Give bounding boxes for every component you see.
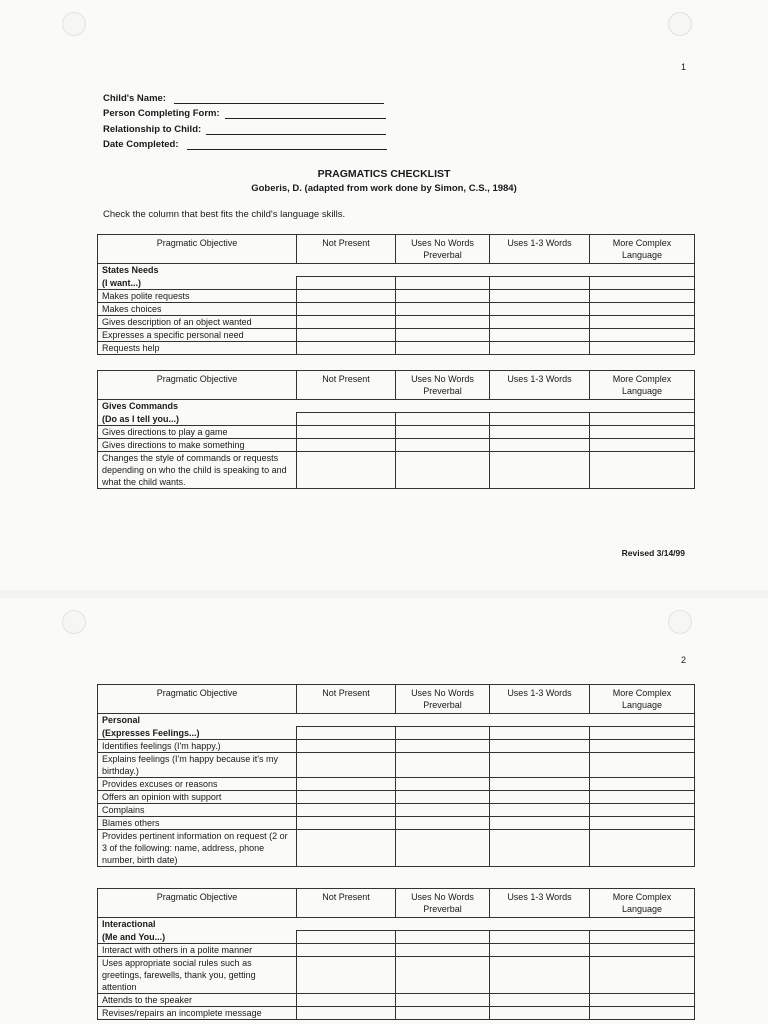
table-row xyxy=(98,752,695,777)
check-cell[interactable] xyxy=(396,315,490,328)
check-cell[interactable] xyxy=(396,931,490,944)
check-cell[interactable] xyxy=(590,1006,695,1019)
check-cell[interactable] xyxy=(490,289,590,302)
punch-hole-right xyxy=(668,12,692,36)
check-cell[interactable] xyxy=(396,289,490,302)
table-row xyxy=(98,315,695,328)
check-cell[interactable] xyxy=(396,413,490,426)
check-cell[interactable] xyxy=(297,993,396,1006)
check-cell[interactable] xyxy=(590,956,695,993)
check-cell[interactable] xyxy=(590,803,695,816)
check-cell[interactable] xyxy=(590,752,695,777)
check-cell[interactable] xyxy=(396,943,490,956)
objective-text: Provides pertinent information on request (2 or 3 of the following: name, address, phone number, birth date) xyxy=(98,829,297,866)
field-label: Child's Name: xyxy=(103,93,166,104)
check-cell[interactable] xyxy=(590,302,695,315)
check-cell[interactable] xyxy=(590,413,695,426)
col-header-no-words: Uses No Words Preverbal xyxy=(396,371,490,400)
childs-name-field[interactable] xyxy=(103,93,393,107)
table-row xyxy=(98,829,695,866)
blank-line xyxy=(187,149,387,150)
col-header-objective: Pragmatic Objective xyxy=(98,889,297,918)
section-heading: Personal xyxy=(98,714,695,727)
check-cell[interactable] xyxy=(297,829,396,866)
check-cell[interactable] xyxy=(590,438,695,451)
check-cell[interactable] xyxy=(590,289,695,302)
check-cell[interactable] xyxy=(396,302,490,315)
check-cell[interactable] xyxy=(396,328,490,341)
check-cell[interactable] xyxy=(297,943,396,956)
form-subtitle: Goberis, D. (adapted from work done by Simon, C.S., 1984) xyxy=(251,183,517,194)
section-sub-row xyxy=(98,277,695,290)
section-subheading: (Expresses Feelings...) xyxy=(98,727,297,740)
objective-text: Interact with others in a polite manner xyxy=(98,943,297,956)
check-cell[interactable] xyxy=(297,328,396,341)
check-cell[interactable] xyxy=(490,816,590,829)
punch-hole-left xyxy=(62,12,86,36)
section-subheading: (Me and You...) xyxy=(98,931,297,944)
check-cell[interactable] xyxy=(590,829,695,866)
objective-text: Revises/repairs an incomplete message xyxy=(98,1006,297,1019)
page-number: 1 xyxy=(680,62,686,72)
objective-text: Gives directions to play a game xyxy=(98,425,297,438)
table-row xyxy=(98,341,695,354)
check-cell[interactable] xyxy=(590,727,695,740)
col-header-1-3-words: Uses 1-3 Words xyxy=(490,889,590,918)
check-cell[interactable] xyxy=(590,739,695,752)
objective-text: Requests help xyxy=(98,341,297,354)
table-row xyxy=(98,289,695,302)
table-row xyxy=(98,438,695,451)
check-cell[interactable] xyxy=(490,413,590,426)
objective-text: Uses appropriate social rules such as greetings, farewells, thank you, getting attention xyxy=(98,956,297,993)
section-heading-row xyxy=(98,400,695,413)
col-header-no-words: Uses No Words Preverbal xyxy=(396,889,490,918)
table-row xyxy=(98,956,695,993)
table-row xyxy=(98,451,695,488)
table-row xyxy=(98,328,695,341)
objective-text: Changes the style of commands or requests depending on who the child is speaking to and what the child wants. xyxy=(98,451,297,488)
section-subheading: (Do as I tell you...) xyxy=(98,413,297,426)
col-header-not-present: Not Present xyxy=(297,889,396,918)
col-header-1-3-words: Uses 1-3 Words xyxy=(490,685,590,714)
check-cell[interactable] xyxy=(297,451,396,488)
table-row xyxy=(98,993,695,1006)
form-title: PRAGMATICS CHECKLIST xyxy=(317,168,451,180)
section-heading: Interactional xyxy=(98,918,695,931)
section-subheading: (I want...) xyxy=(98,277,297,290)
form-page-2 xyxy=(0,598,768,1024)
table-row xyxy=(98,790,695,803)
blank-line xyxy=(225,118,386,119)
checklist-table-gives-commands xyxy=(97,370,695,489)
check-cell[interactable] xyxy=(297,777,396,790)
check-cell[interactable] xyxy=(590,777,695,790)
field-label: Date Completed: xyxy=(103,139,179,150)
col-header-objective: Pragmatic Objective xyxy=(98,235,297,264)
check-cell[interactable] xyxy=(396,425,490,438)
table-row xyxy=(98,803,695,816)
col-header-objective: Pragmatic Objective xyxy=(98,685,297,714)
blank-line xyxy=(174,103,384,104)
check-cell[interactable] xyxy=(297,803,396,816)
check-cell[interactable] xyxy=(490,277,590,290)
check-cell[interactable] xyxy=(590,943,695,956)
check-cell[interactable] xyxy=(297,931,396,944)
check-cell[interactable] xyxy=(490,328,590,341)
col-header-complex: More Complex Language xyxy=(590,371,695,400)
section-heading-row xyxy=(98,264,695,277)
objective-text: Gives directions to make something xyxy=(98,438,297,451)
relationship-field[interactable] xyxy=(103,124,393,138)
header-row xyxy=(98,889,695,918)
check-cell[interactable] xyxy=(396,790,490,803)
field-label: Relationship to Child: xyxy=(103,124,202,135)
check-cell[interactable] xyxy=(297,816,396,829)
check-cell[interactable] xyxy=(490,302,590,315)
check-cell[interactable] xyxy=(396,727,490,740)
check-cell[interactable] xyxy=(396,1006,490,1019)
col-header-complex: More Complex Language xyxy=(590,685,695,714)
instructions: Check the column that best fits the child's language skills. xyxy=(103,209,346,220)
objective-text: Makes polite requests xyxy=(98,289,297,302)
check-cell[interactable] xyxy=(590,451,695,488)
col-header-objective: Pragmatic Objective xyxy=(98,371,297,400)
check-cell[interactable] xyxy=(396,438,490,451)
table-row xyxy=(98,1006,695,1019)
header-row xyxy=(98,235,695,264)
check-cell[interactable] xyxy=(590,790,695,803)
check-cell[interactable] xyxy=(297,790,396,803)
check-cell[interactable] xyxy=(396,816,490,829)
check-cell[interactable] xyxy=(297,956,396,993)
section-sub-row xyxy=(98,727,695,740)
check-cell[interactable] xyxy=(396,829,490,866)
check-cell[interactable] xyxy=(396,277,490,290)
check-cell[interactable] xyxy=(490,739,590,752)
check-cell[interactable] xyxy=(396,451,490,488)
table-row xyxy=(98,777,695,790)
section-heading-row xyxy=(98,918,695,931)
check-cell[interactable] xyxy=(297,277,396,290)
checklist-table-personal xyxy=(97,684,695,867)
check-cell[interactable] xyxy=(297,727,396,740)
page-number: 2 xyxy=(680,655,686,665)
check-cell[interactable] xyxy=(490,777,590,790)
check-cell[interactable] xyxy=(297,752,396,777)
check-cell[interactable] xyxy=(490,803,590,816)
objective-text: Provides excuses or reasons xyxy=(98,777,297,790)
objective-text: Gives description of an object wanted xyxy=(98,315,297,328)
table-row xyxy=(98,943,695,956)
check-cell[interactable] xyxy=(590,341,695,354)
check-cell[interactable] xyxy=(490,931,590,944)
check-cell[interactable] xyxy=(297,302,396,315)
check-cell[interactable] xyxy=(297,1006,396,1019)
check-cell[interactable] xyxy=(490,993,590,1006)
section-sub-row xyxy=(98,413,695,426)
col-header-no-words: Uses No Words Preverbal xyxy=(396,685,490,714)
punch-hole-right xyxy=(668,610,692,634)
objective-text: Expresses a specific personal need xyxy=(98,328,297,341)
punch-hole-left xyxy=(62,610,86,634)
field-label: Person Completing Form: xyxy=(103,108,220,119)
objective-text: Identifies feelings (I'm happy.) xyxy=(98,739,297,752)
date-completed-field[interactable] xyxy=(103,139,393,153)
checklist-table-interactional xyxy=(97,888,695,1020)
check-cell[interactable] xyxy=(297,438,396,451)
check-cell[interactable] xyxy=(396,341,490,354)
check-cell[interactable] xyxy=(297,425,396,438)
check-cell[interactable] xyxy=(590,816,695,829)
section-sub-row xyxy=(98,931,695,944)
col-header-no-words: Uses No Words Preverbal xyxy=(396,235,490,264)
checklist-table-states-needs xyxy=(97,234,695,355)
table-row xyxy=(98,425,695,438)
check-cell[interactable] xyxy=(490,829,590,866)
objective-text: Attends to the speaker xyxy=(98,993,297,1006)
check-cell[interactable] xyxy=(396,739,490,752)
check-cell[interactable] xyxy=(490,956,590,993)
check-cell[interactable] xyxy=(490,341,590,354)
objective-text: Makes choices xyxy=(98,302,297,315)
objective-text: Blames others xyxy=(98,816,297,829)
check-cell[interactable] xyxy=(490,451,590,488)
check-cell[interactable] xyxy=(590,277,695,290)
blank-line xyxy=(206,134,386,135)
check-cell[interactable] xyxy=(297,739,396,752)
check-cell[interactable] xyxy=(396,956,490,993)
col-header-not-present: Not Present xyxy=(297,235,396,264)
header-row xyxy=(98,685,695,714)
check-cell[interactable] xyxy=(396,803,490,816)
check-cell[interactable] xyxy=(396,777,490,790)
check-cell[interactable] xyxy=(396,993,490,1006)
check-cell[interactable] xyxy=(490,727,590,740)
col-header-not-present: Not Present xyxy=(297,685,396,714)
check-cell[interactable] xyxy=(490,425,590,438)
check-cell[interactable] xyxy=(490,438,590,451)
table-row xyxy=(98,739,695,752)
table-row xyxy=(98,816,695,829)
check-cell[interactable] xyxy=(490,315,590,328)
table-row xyxy=(98,302,695,315)
check-cell[interactable] xyxy=(297,341,396,354)
check-cell[interactable] xyxy=(490,943,590,956)
person-completing-field[interactable] xyxy=(103,108,393,122)
objective-text: Complains xyxy=(98,803,297,816)
check-cell[interactable] xyxy=(490,790,590,803)
check-cell[interactable] xyxy=(490,1006,590,1019)
check-cell[interactable] xyxy=(590,993,695,1006)
check-cell[interactable] xyxy=(297,413,396,426)
col-header-1-3-words: Uses 1-3 Words xyxy=(490,371,590,400)
section-heading: Gives Commands xyxy=(98,400,695,413)
check-cell[interactable] xyxy=(590,425,695,438)
header-row xyxy=(98,371,695,400)
col-header-1-3-words: Uses 1-3 Words xyxy=(490,235,590,264)
check-cell[interactable] xyxy=(590,931,695,944)
check-cell[interactable] xyxy=(396,752,490,777)
check-cell[interactable] xyxy=(490,752,590,777)
revision-date: Revised 3/14/99 xyxy=(621,548,685,558)
col-header-not-present: Not Present xyxy=(297,371,396,400)
check-cell[interactable] xyxy=(590,315,695,328)
check-cell[interactable] xyxy=(297,289,396,302)
objective-text: Offers an opinion with support xyxy=(98,790,297,803)
col-header-complex: More Complex Language xyxy=(590,235,695,264)
section-heading: States Needs xyxy=(98,264,695,277)
section-heading-row xyxy=(98,714,695,727)
check-cell[interactable] xyxy=(590,328,695,341)
col-header-complex: More Complex Language xyxy=(590,889,695,918)
check-cell[interactable] xyxy=(297,315,396,328)
objective-text: Explains feelings (I'm happy because it's my birthday.) xyxy=(98,752,297,777)
